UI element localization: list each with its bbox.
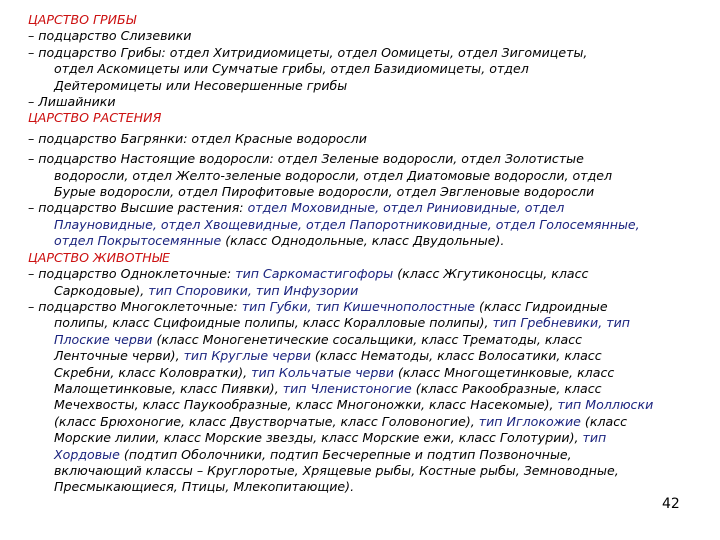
highlighted-taxon: тип Круглые черви bbox=[183, 348, 311, 364]
line-text: – подцарство Одноклеточные: bbox=[28, 266, 236, 282]
text-line bbox=[28, 381, 708, 397]
line-text: – подцарство Многоклеточные: bbox=[28, 298, 242, 314]
text-line bbox=[28, 315, 708, 331]
highlighted-taxon: Хордовые bbox=[54, 446, 120, 462]
highlighted-taxon: тип Губки, тип Кишечнополостные bbox=[241, 298, 476, 314]
line-text: – подцарство Багрянки: отдел Красные водоросли bbox=[28, 130, 367, 146]
highlighted-taxon: тип Иглокожие bbox=[478, 413, 581, 429]
kingdom-heading: ЦАРСТВО ГРИБЫ bbox=[28, 12, 137, 27]
line-text: (класс Нематоды, класс Волосатики, класс bbox=[310, 348, 602, 364]
kingdom-heading: ЦАРСТВО РАСТЕНИЯ bbox=[28, 110, 162, 126]
text-line bbox=[28, 299, 708, 315]
line-text: (класс Брюхоногие, класс Двустворчатые, класс Головоногие), bbox=[54, 413, 479, 429]
line-text: Ленточные черви), bbox=[54, 348, 184, 364]
text-line bbox=[28, 110, 708, 126]
highlighted-taxon: тип Членистоногие bbox=[282, 380, 412, 396]
line-text: – подцарство Грибы: отдел Хитридиомицеты, отдел Оомицеты, отдел Зигомицеты, bbox=[28, 44, 588, 60]
line-text: – подцарство Слизевики bbox=[28, 28, 192, 44]
text-line bbox=[28, 332, 708, 348]
line-text: Морские лилии, класс Морские звезды, класс Морские ежи, класс Голотурии), bbox=[54, 430, 583, 446]
text-line bbox=[28, 266, 708, 282]
text-line bbox=[28, 28, 708, 44]
text-line bbox=[28, 365, 708, 381]
kingdom-heading: ЦАРСТВО ЖИВОТНЫЕ bbox=[28, 249, 170, 265]
text-line bbox=[28, 348, 708, 364]
text-line bbox=[28, 447, 708, 463]
line-text: – подцарство Настоящие водоросли: отдел Зеленые водоросли, отдел Золотистые bbox=[28, 151, 584, 167]
line-text: Малощетинковые, класс Пиявки), bbox=[54, 380, 283, 396]
highlighted-taxon: отдел Моховидные, отдел Риниовидные, отдел bbox=[247, 200, 565, 216]
line-text: (подтип Оболочники, подтип Бесчерепные и подтип Позвоночные, bbox=[119, 446, 572, 462]
text-line bbox=[28, 12, 708, 28]
highlighted-taxon: Плоские черви bbox=[54, 331, 153, 347]
text-line bbox=[28, 61, 708, 77]
highlighted-taxon: тип Гребневики, тип bbox=[492, 315, 630, 331]
text-line bbox=[28, 94, 708, 110]
line-text: (класс Однодольные, класс Двудольные). bbox=[221, 233, 505, 249]
highlighted-taxon: отдел Покрытосемянные bbox=[54, 233, 222, 249]
text-line bbox=[28, 217, 708, 233]
line-text: Дейтеромицеты или Несовершенные грибы bbox=[54, 77, 348, 93]
line-text: (класс Многощетинковые, класс bbox=[394, 364, 615, 380]
highlighted-taxon: Плауновидные, отдел Хвощевидные, отдел Папоротниковидные, отдел Голосемянные, bbox=[54, 216, 640, 232]
text-line bbox=[28, 233, 708, 249]
line-text: – Лишайники bbox=[28, 94, 116, 110]
text-line bbox=[28, 430, 708, 446]
text-line bbox=[28, 414, 708, 430]
line-text: (класс Ракообразные, класс bbox=[411, 380, 602, 396]
page-number: 42 bbox=[662, 496, 680, 512]
text-line bbox=[28, 184, 708, 200]
highlighted-taxon: тип Кольчатые черви bbox=[251, 364, 394, 380]
line-text: (класс bbox=[580, 413, 628, 429]
line-text: отдел Аскомицеты или Сумчатые грибы, отдел Базидиомицеты, отдел bbox=[54, 61, 529, 77]
text-line bbox=[28, 45, 708, 61]
text-line bbox=[28, 283, 708, 299]
highlighted-taxon: тип Споровики, тип Инфузории bbox=[148, 282, 359, 298]
line-text: (класс Гидроидные bbox=[475, 298, 608, 314]
line-text: полипы, класс Сцифоидные полипы, класс Коралловые полипы), bbox=[54, 315, 493, 331]
highlighted-taxon: тип bbox=[582, 430, 607, 446]
text-line bbox=[28, 151, 708, 167]
line-text: включающий классы – Круглоротые, Хрящевые рыбы, Костные рыбы, Земноводные, bbox=[54, 462, 619, 478]
line-text: Скребни, класс Коловратки), bbox=[54, 364, 252, 380]
text-line bbox=[28, 78, 708, 94]
highlighted-taxon: тип Саркомастигофоры bbox=[235, 266, 394, 282]
line-text: Саркодовые), bbox=[54, 282, 149, 298]
line-text: – подцарство Высшие растения: bbox=[28, 200, 248, 216]
text-line bbox=[28, 463, 708, 479]
line-text: (класс Жгутиконосцы, класс bbox=[393, 266, 589, 282]
text-line bbox=[28, 397, 708, 413]
text-line bbox=[28, 168, 708, 184]
slide-text-block bbox=[28, 12, 708, 496]
line-text: Пресмыкающиеся, Птицы, Млекопитающие). bbox=[54, 479, 355, 495]
text-line bbox=[28, 200, 708, 216]
line-text: Мечехвосты, класс Паукообразные, класс Многоножки, класс Насекомые), bbox=[54, 397, 558, 413]
text-line bbox=[28, 250, 708, 266]
text-line bbox=[28, 479, 708, 495]
line-text: Бурые водоросли, отдел Пирофитовые водоросли, отдел Эвгленовые водоросли bbox=[54, 184, 595, 200]
line-text: водоросли, отдел Желто-зеленые водоросли, отдел Диатомовые водоросли, отдел bbox=[54, 167, 613, 183]
highlighted-taxon: тип Моллюски bbox=[557, 397, 654, 413]
line-text: (класс Моногенетические сосальщики, класс Трематоды, класс bbox=[152, 331, 583, 347]
text-line bbox=[28, 131, 708, 147]
